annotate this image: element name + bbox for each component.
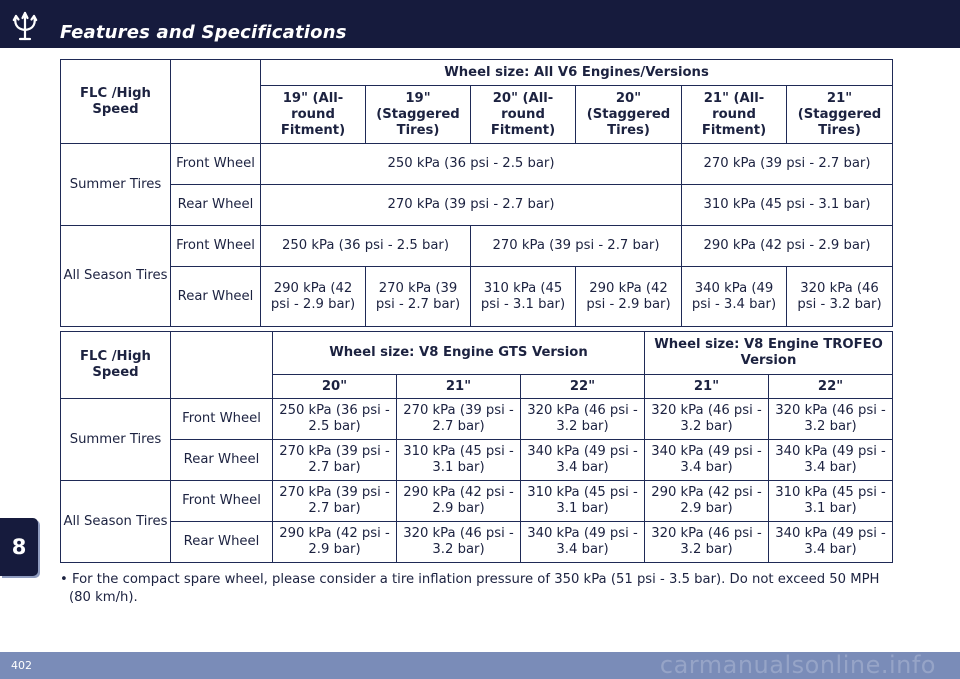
- tire-type-label: All Season Tires: [61, 481, 171, 563]
- corner-header: FLC /High Speed: [61, 332, 171, 399]
- wheel-size-header: 21" (All-round Fitment): [682, 86, 787, 144]
- wheel-size-header: 22": [521, 375, 645, 399]
- wheel-size-header: 19" (Staggered Tires): [366, 86, 471, 144]
- wheel-size-header: 21": [397, 375, 521, 399]
- wheel-size-header: 21": [645, 375, 769, 399]
- pressure-cell: 310 kPa (45 psi - 3.1 bar): [471, 267, 576, 327]
- wheel-position-label: Front Wheel: [171, 144, 261, 185]
- empty-header-cell: [171, 332, 273, 399]
- pressure-cell: 250 kPa (36 psi - 2.5 bar): [273, 399, 397, 440]
- pressure-cell: 250 kPa (36 psi - 2.5 bar): [261, 144, 682, 185]
- pressure-cell: 340 kPa (49 psi - 3.4 bar): [521, 522, 645, 563]
- pressure-cell: 270 kPa (39 psi - 2.7 bar): [471, 226, 682, 267]
- trident-logo-icon: [10, 9, 40, 41]
- wheel-size-group-header: Wheel size: All V6 Engines/Versions: [261, 60, 893, 86]
- gts-group-header: Wheel size: V8 Engine GTS Version: [273, 332, 645, 375]
- trofeo-group-header: Wheel size: V8 Engine TROFEO Version: [645, 332, 893, 375]
- empty-header-cell: [171, 60, 261, 144]
- wheel-size-header: 20": [273, 375, 397, 399]
- wheel-position-label: Front Wheel: [171, 481, 273, 522]
- pressure-cell: 320 kPa (46 psi - 3.2 bar): [645, 399, 769, 440]
- pressure-cell: 270 kPa (39 psi - 2.7 bar): [397, 399, 521, 440]
- corner-header: FLC /High Speed: [61, 60, 171, 144]
- tire-type-label: Summer Tires: [61, 399, 171, 481]
- wheel-position-label: Rear Wheel: [171, 185, 261, 226]
- pressure-cell: 320 kPa (46 psi - 3.2 bar): [645, 522, 769, 563]
- chapter-tab: 8: [0, 518, 38, 576]
- tire-type-label: Summer Tires: [61, 144, 171, 226]
- pressure-cell: 310 kPa (45 psi - 3.1 bar): [769, 481, 893, 522]
- wheel-position-label: Rear Wheel: [171, 267, 261, 327]
- wheel-position-label: Front Wheel: [171, 226, 261, 267]
- pressure-cell: 310 kPa (45 psi - 3.1 bar): [682, 185, 893, 226]
- pressure-cell: 340 kPa (49 psi - 3.4 bar): [645, 440, 769, 481]
- pressure-cell: 290 kPa (42 psi - 2.9 bar): [397, 481, 521, 522]
- pressure-cell: 320 kPa (46 psi - 3.2 bar): [397, 522, 521, 563]
- pressure-cell: 320 kPa (46 psi - 3.2 bar): [787, 267, 893, 327]
- pressure-cell: 320 kPa (46 psi - 3.2 bar): [521, 399, 645, 440]
- pressure-cell: 250 kPa (36 psi - 2.5 bar): [261, 226, 471, 267]
- page-header: [0, 0, 960, 48]
- wheel-position-label: Front Wheel: [171, 399, 273, 440]
- page-footer: [0, 652, 960, 679]
- pressure-cell: 340 kPa (49 psi - 3.4 bar): [769, 522, 893, 563]
- wheel-position-label: Rear Wheel: [171, 440, 273, 481]
- pressure-cell: 270 kPa (39 psi - 2.7 bar): [273, 481, 397, 522]
- pressure-cell: 270 kPa (39 psi - 2.7 bar): [682, 144, 893, 185]
- wheel-size-header: 20" (Staggered Tires): [576, 86, 682, 144]
- v6-tire-pressure-table: [60, 59, 893, 327]
- wheel-size-header: 20" (All-round Fitment): [471, 86, 576, 144]
- pressure-cell: 290 kPa (42 psi - 2.9 bar): [576, 267, 682, 327]
- pressure-cell: 340 kPa (49 psi - 3.4 bar): [521, 440, 645, 481]
- page-title: Features and Specifications: [60, 22, 347, 43]
- pressure-cell: 290 kPa (42 psi - 2.9 bar): [273, 522, 397, 563]
- pressure-cell: 340 kPa (49 psi - 3.4 bar): [769, 440, 893, 481]
- spare-wheel-note: • For the compact spare wheel, please consider a tire inflation pressure of 350 kPa (51 psi - 3.5 bar). Do not exceed 50 MPH (80 km/h).: [60, 572, 880, 605]
- wheel-size-header: 21" (Staggered Tires): [787, 86, 893, 144]
- pressure-cell: 270 kPa (39 psi - 2.7 bar): [273, 440, 397, 481]
- pressure-cell: 310 kPa (45 psi - 3.1 bar): [397, 440, 521, 481]
- pressure-cell: 290 kPa (42 psi - 2.9 bar): [682, 226, 893, 267]
- pressure-cell: 340 kPa (49 psi - 3.4 bar): [682, 267, 787, 327]
- wheel-position-label: Rear Wheel: [171, 522, 273, 563]
- pressure-cell: 290 kPa (42 psi - 2.9 bar): [261, 267, 366, 327]
- pressure-cell: 320 kPa (46 psi - 3.2 bar): [769, 399, 893, 440]
- pressure-cell: 270 kPa (39 psi - 2.7 bar): [366, 267, 471, 327]
- watermark: carmanualsonline.info: [659, 651, 936, 679]
- pressure-cell: 270 kPa (39 psi - 2.7 bar): [261, 185, 682, 226]
- pressure-cell: 310 kPa (45 psi - 3.1 bar): [521, 481, 645, 522]
- wheel-size-header: 19" (All-round Fitment): [261, 86, 366, 144]
- page-number: 402: [11, 659, 32, 672]
- pressure-cell: 290 kPa (42 psi - 2.9 bar): [645, 481, 769, 522]
- wheel-size-header: 22": [769, 375, 893, 399]
- tire-type-label: All Season Tires: [61, 226, 171, 327]
- v8-tire-pressure-table: [60, 331, 893, 563]
